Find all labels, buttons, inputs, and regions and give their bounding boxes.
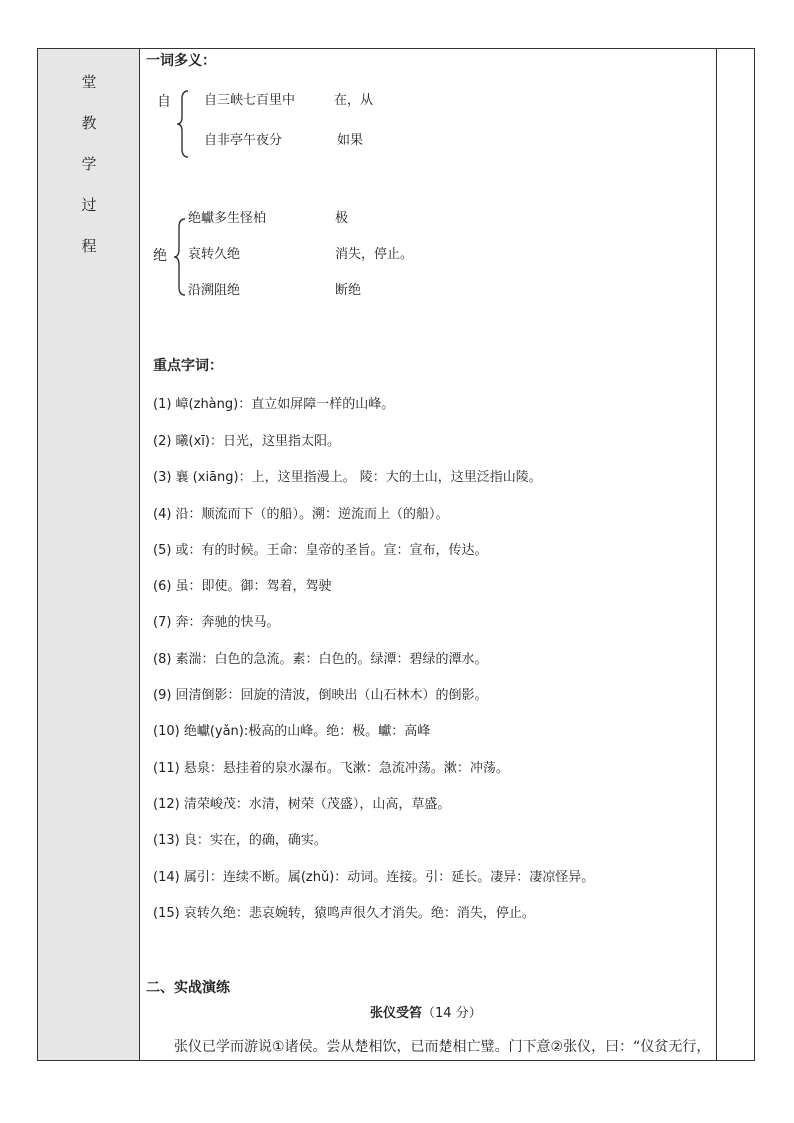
section-label-column	[38, 49, 140, 1060]
polysemy-meaning: 极	[335, 211, 349, 226]
section-label-char: 程	[81, 237, 97, 255]
key-word-item: (3) 襄 (xiāng)：上，这里指漫上。 陵：大的土山，这里泛指山陵。	[153, 470, 542, 485]
polysemy-phrase: 沿溯阻绝	[188, 283, 241, 298]
key-word-item: (10) 绝巘(yǎn):极高的山峰。绝：极。巘：高峰	[153, 724, 431, 739]
key-word-item: (14) 属引：连续不断。属(zhǔ)：动词。连接。引：延长。凄异：凄凉怪异。	[153, 870, 595, 885]
key-words-heading: 重点字词：	[153, 358, 223, 374]
polysemy-phrase: 哀转久绝	[188, 247, 241, 262]
polysemy-meaning: 消失，停止。	[335, 247, 414, 262]
polysemy-char-jue: 绝	[153, 248, 167, 264]
key-word-item: (11) 悬泉：悬挂着的泉水瀑布。飞漱：急流冲荡。漱：冲荡。	[153, 761, 509, 776]
polysemy-phrase: 自非亭午夜分	[204, 133, 283, 148]
key-word-item: (4) 沿：顺流而下（的船）。溯：逆流而上（的船）。	[153, 507, 449, 522]
key-word-item: (15) 哀转久绝：悲哀婉转，猿鸣声很久才消失。绝：消失，停止。	[153, 906, 535, 921]
passage-paragraph: 张仪已学而游说①诸侯。尝从楚相饮，已而楚相亡璧。门下意②张仪，曰：“仪贫无行，	[174, 1039, 711, 1055]
key-word-item: (1) 嶂(zhàng)：直立如屏障一样的山峰。	[153, 397, 395, 412]
polysemy-phrase: 绝巘多生怪柏	[188, 211, 267, 226]
passage-title-text: 张仪受笞	[370, 1006, 423, 1021]
lesson-table	[37, 48, 755, 1061]
polysemy-heading: 一词多义：	[146, 53, 216, 69]
polysemy-meaning: 在，从	[334, 93, 374, 108]
polysemy-meaning: 如果	[337, 133, 364, 148]
brace-icon	[176, 89, 190, 159]
key-word-item: (5) 或：有的时候。王命：皇帝的圣旨。宣：宣布，传达。	[153, 543, 488, 558]
notes-column	[716, 49, 754, 1060]
passage-title	[370, 1006, 482, 1022]
key-word-item: (6) 虽：即使。御：驾着，驾驶	[153, 579, 332, 594]
key-word-item: (2) 曦(xī)：日光，这里指太阳。	[153, 434, 340, 449]
key-word-item: (12) 清荣峻茂：水清，树荣（茂盛），山高，草盛。	[153, 797, 451, 812]
polysemy-meaning: 断绝	[335, 283, 362, 298]
content-cell	[142, 49, 714, 1060]
section-label-char: 过	[81, 196, 97, 214]
polysemy-phrase: 自三峡七百里中	[204, 93, 296, 108]
polysemy-char-zi: 自	[157, 94, 171, 110]
key-word-item: (8) 素湍：白色的急流。素：白色的。绿潭：碧绿的潭水。	[153, 652, 488, 667]
passage-score: （14 分）	[422, 1006, 482, 1021]
brace-icon	[173, 217, 187, 297]
practice-heading: 二、实战演练	[146, 980, 230, 996]
key-word-item: (9) 回清倒影：回旋的清波，倒映出（山石林木）的倒影。	[153, 688, 488, 703]
section-label-char: 学	[81, 155, 97, 173]
key-word-item: (7) 奔：奔驰的快马。	[153, 615, 280, 630]
section-label-char: 堂	[81, 73, 97, 91]
key-word-item: (13) 良：实在，的确，确实。	[153, 833, 327, 848]
section-label-char: 教	[81, 114, 97, 132]
